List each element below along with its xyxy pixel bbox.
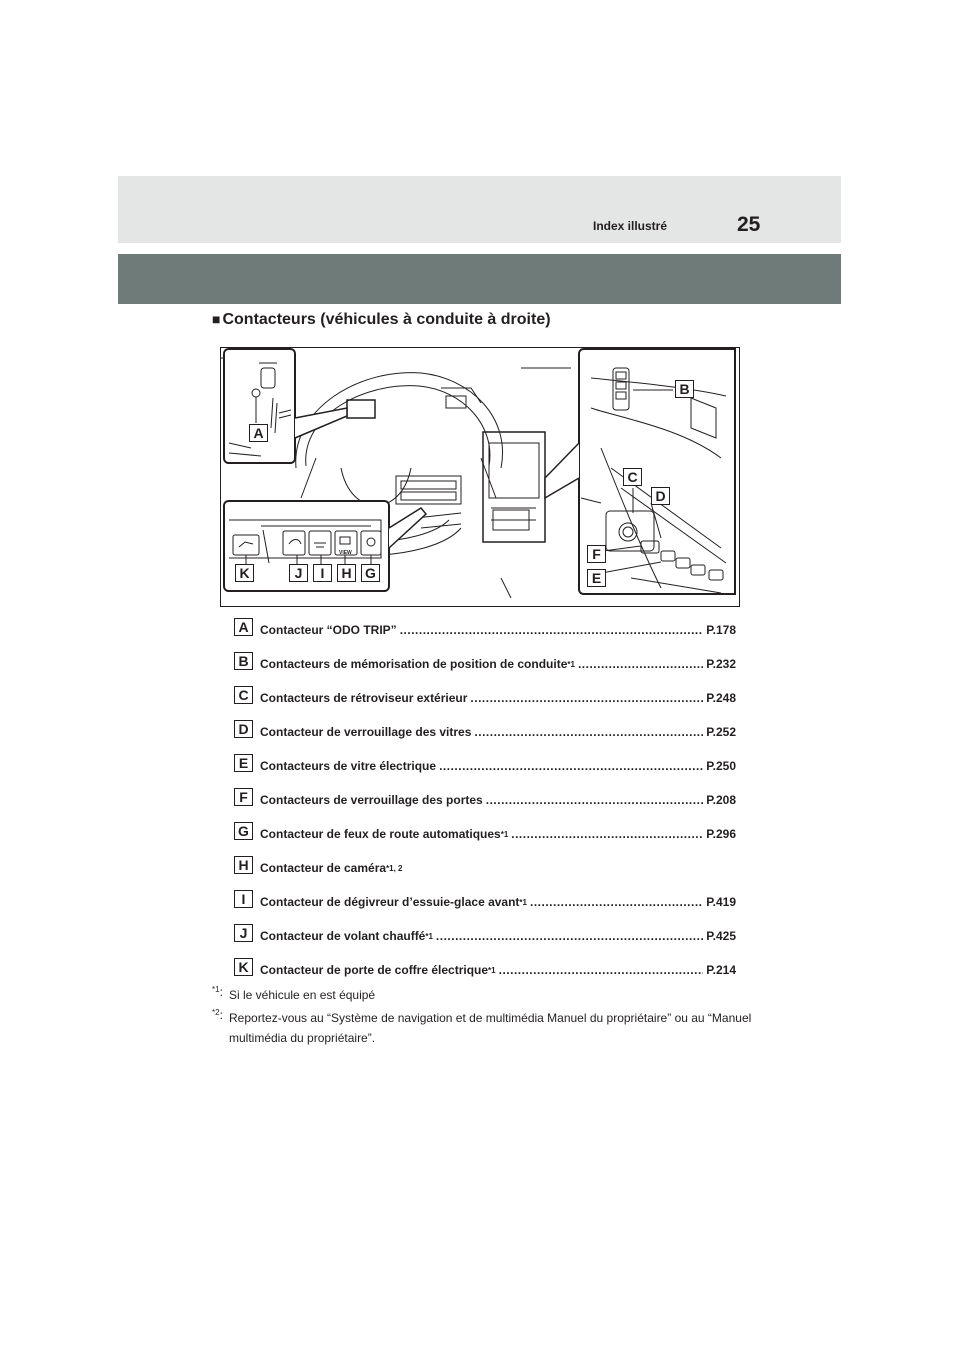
entry-label-j: J — [234, 924, 253, 942]
page-ref: P.425 — [706, 929, 736, 943]
callout-b: B — [675, 380, 694, 398]
entry-label-d: D — [234, 720, 253, 738]
section-heading — [212, 311, 551, 329]
page-ref: P.250 — [706, 759, 736, 773]
callout-k: K — [235, 564, 254, 582]
entry-label-f: F — [234, 788, 253, 806]
page-ref: P.208 — [706, 793, 736, 807]
page-ref: P.214 — [706, 963, 736, 977]
entry-label-b: B — [234, 652, 253, 670]
header-bar — [118, 176, 841, 243]
entry-power-window: Contacteurs de vitre électrique ..... P.250 — [260, 757, 736, 773]
entry-door-lock: Contacteurs de verrouillage des portes ..... P.208 — [260, 791, 736, 807]
page-number: 25 — [737, 213, 761, 236]
entry-wiper-deicer: Contacteur de dégivreur d’essuie-glace avant $^{*1}$ ..... P.419 — [260, 893, 736, 909]
entry-label-k: K — [234, 958, 253, 976]
page-ref: P.178 — [706, 623, 736, 637]
callout-g: G — [361, 564, 380, 582]
heading-marker: ■ — [212, 311, 221, 327]
callout-c: C — [623, 468, 642, 486]
entry-label-e: E — [234, 754, 253, 772]
page-ref: P.296 — [706, 827, 736, 841]
entry-window-lock: Contacteur de verrouillage des vitres ..... P.252 — [260, 723, 736, 739]
heading-text: Contacteurs (véhicules à conduite à droite) — [222, 311, 551, 328]
page-ref: P.248 — [706, 691, 736, 705]
header-band — [118, 254, 841, 304]
callout-a: A — [249, 424, 268, 442]
callout-j: J — [289, 564, 308, 582]
callout-h: H — [337, 564, 356, 582]
entry-label-g: G — [234, 822, 253, 840]
callout-d: D — [651, 487, 670, 505]
entry-label-i: I — [234, 890, 253, 908]
callout-f: F — [587, 545, 606, 563]
entry-odo-trip: Contacteur “ODO TRIP” ..... P.178 — [260, 621, 736, 637]
dashboard-illustration — [220, 347, 740, 607]
entry-memory-seat: Contacteurs de mémorisation de position de conduite $^{*1}$ ..... P.232 — [260, 655, 736, 671]
entry-power-tailgate: Contacteur de porte de coffre électrique $^{*1}$ ..... P.214 — [260, 961, 736, 977]
callout-e: E — [587, 569, 606, 587]
page-ref: P.252 — [706, 725, 736, 739]
section-title: Index illustré — [593, 219, 668, 233]
entry-auto-high-beam: Contacteur de feux de route automatiques $^{*1}$ ..... P.296 — [260, 825, 736, 841]
entry-label-a: A — [234, 618, 253, 636]
view-button-text: VIEW — [339, 550, 352, 556]
entry-camera: Contacteur de caméra $^{*1, 2}$ — [260, 861, 403, 875]
page-ref: P.419 — [706, 895, 736, 909]
entry-heated-steering: Contacteur de volant chauffé $^{*1}$ ..... P.425 — [260, 927, 736, 943]
callout-i: I — [313, 564, 332, 582]
page-ref: P.232 — [706, 657, 736, 671]
entry-mirror: Contacteurs de rétroviseur extérieur ..... P.248 — [260, 689, 736, 705]
entry-label-h: H — [234, 856, 253, 874]
entry-label-c: C — [234, 686, 253, 704]
